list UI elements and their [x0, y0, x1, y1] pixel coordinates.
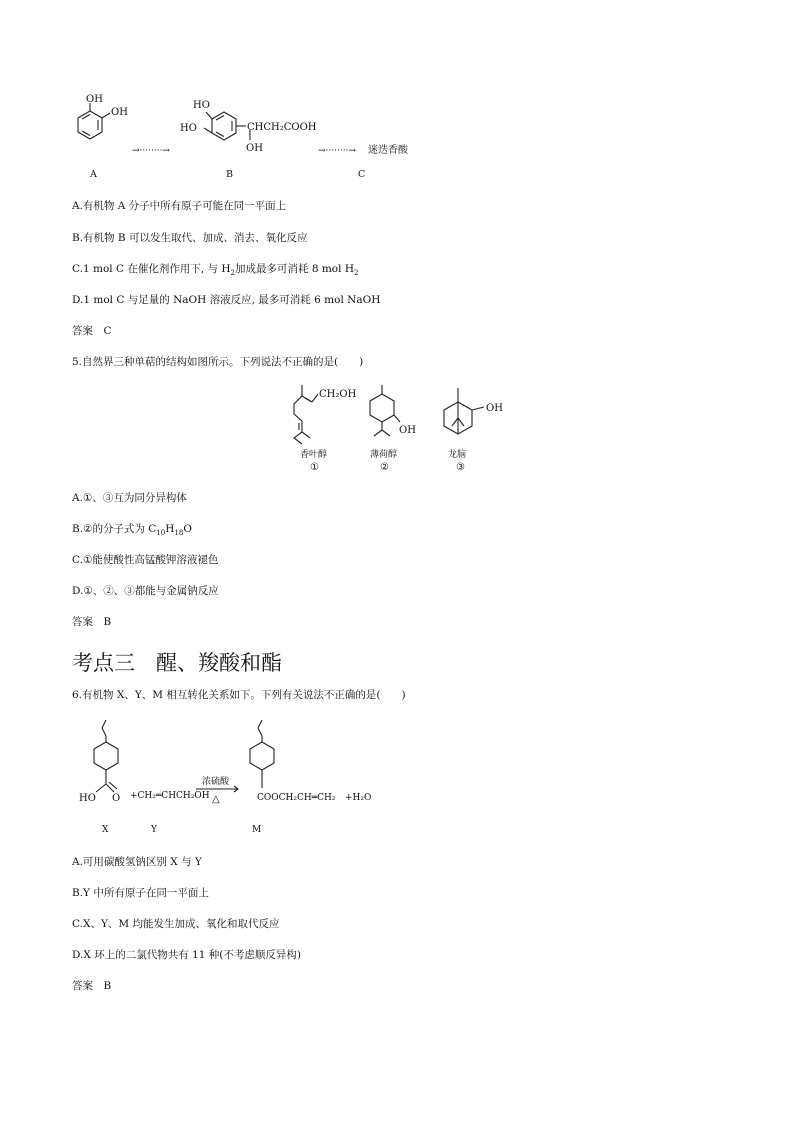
molecule-borneol: [444, 388, 503, 434]
c-name: 迷迭香酸: [368, 145, 408, 156]
q4-option-c-sub: 2: [230, 269, 235, 278]
q4-option-d: D.1 mol C 与足量的 NaOH 溶液反应, 最多可消耗 6 mol NaOH: [72, 294, 381, 306]
y-formula: +CH₂═CHCH₂OH: [130, 791, 210, 801]
a-oh-right: OH: [111, 107, 128, 118]
q4-option-c-pre: C.1 mol C 在催化剂作用下, 与 H: [72, 263, 231, 275]
borneol-group: OH: [486, 403, 503, 414]
q5-option-b-sub2: 18: [174, 529, 184, 538]
q6-scheme: [72, 712, 372, 837]
geraniol-group: CH₂OH: [319, 389, 357, 400]
menthol-name: 薄荷醇: [370, 450, 398, 460]
label-m: M: [252, 825, 262, 835]
q5-stem: 5.自然界三种单萜的结构如图所示。下列说法不正确的是( ): [72, 356, 364, 368]
q5-option-b-post: O: [183, 523, 192, 535]
condition: △: [212, 794, 220, 805]
reagent: 浓硫酸: [202, 777, 230, 787]
m-formula: COOCH₂CH═CH₂: [257, 793, 336, 803]
menthol-group: OH: [399, 425, 416, 436]
q6-option-b: B.Y 中所有原子在同一平面上: [72, 887, 209, 899]
label-a: A: [90, 169, 97, 180]
q4-option-c: [72, 262, 358, 280]
molecule-m: [250, 720, 371, 803]
x-ho: HO: [79, 793, 96, 804]
a-oh-top: OH: [86, 94, 103, 105]
menthol-num: ②: [380, 462, 389, 473]
molecule-b: [180, 100, 317, 154]
q5-answer: 答案 B: [72, 616, 112, 628]
b-side-chain: CHCH₂COOH: [247, 122, 317, 133]
q5-option-b-pre: B.②的分子式为 C: [72, 523, 157, 535]
borneol-num: ③: [456, 462, 465, 473]
q5-option-b-mid: H: [165, 523, 175, 535]
borneol-name: 龙脑: [448, 450, 467, 460]
arrow-1: →········→: [132, 146, 170, 156]
geraniol-num: ①: [310, 462, 319, 473]
b-oh: OH: [246, 143, 263, 154]
q4-option-c-sub2: 2: [354, 269, 359, 278]
b-ho-top: HO: [193, 100, 210, 111]
label-c: C: [358, 169, 366, 180]
water: +H₂O: [345, 793, 372, 803]
arrow-2: →········→: [318, 146, 356, 156]
x-o: O: [112, 793, 121, 804]
q6-option-c: C.X、Y、M 均能发生加成、氧化和取代反应: [72, 918, 280, 930]
label-y: Y: [151, 825, 157, 835]
q5-option-a: A.①、③互为同分异构体: [72, 492, 187, 504]
q4-option-c-post: 加成最多可消耗 8 mol H: [235, 263, 354, 275]
q5-option-c: C.①能使酸性高锰酸钾溶液褪色: [72, 554, 219, 566]
geraniol-name: 香叶醇: [300, 450, 328, 460]
section-title: 考点三 醒、羧酸和酯: [72, 651, 282, 675]
q4-option-b: B.有机物 B 可以发生取代、加成、消去、氧化反应: [72, 232, 308, 244]
b-ho-left: HO: [180, 123, 197, 134]
q6-stem: 6.有机物 X、Y、M 相互转化关系如下。下列有关说法不正确的是( ): [72, 689, 406, 701]
q5-structures: [280, 380, 520, 475]
q4-answer: 答案 C: [72, 325, 112, 337]
q6-option-a: A.可用碳酸氢钠区别 X 与 Y: [72, 856, 202, 868]
molecule-menthol: [370, 385, 416, 436]
q6-option-d: D.X 环上的二氯代物共有 11 种(不考虑顺反异构): [72, 949, 301, 961]
label-x: X: [102, 825, 109, 835]
molecule-x: [79, 720, 120, 804]
q4-option-a: A.有机物 A 分子中所有原子可能在同一平面上: [72, 200, 287, 212]
q5-option-b-sub1: 10: [156, 529, 166, 538]
molecule-a: [78, 94, 128, 139]
q5-option-b: [72, 522, 192, 540]
q5-option-d: D.①、②、③都能与金属钠反应: [72, 585, 219, 597]
q6-answer: 答案 B: [72, 980, 112, 992]
label-b: B: [226, 169, 233, 180]
q4-scheme: [60, 92, 440, 172]
molecule-geraniol: [294, 385, 357, 444]
